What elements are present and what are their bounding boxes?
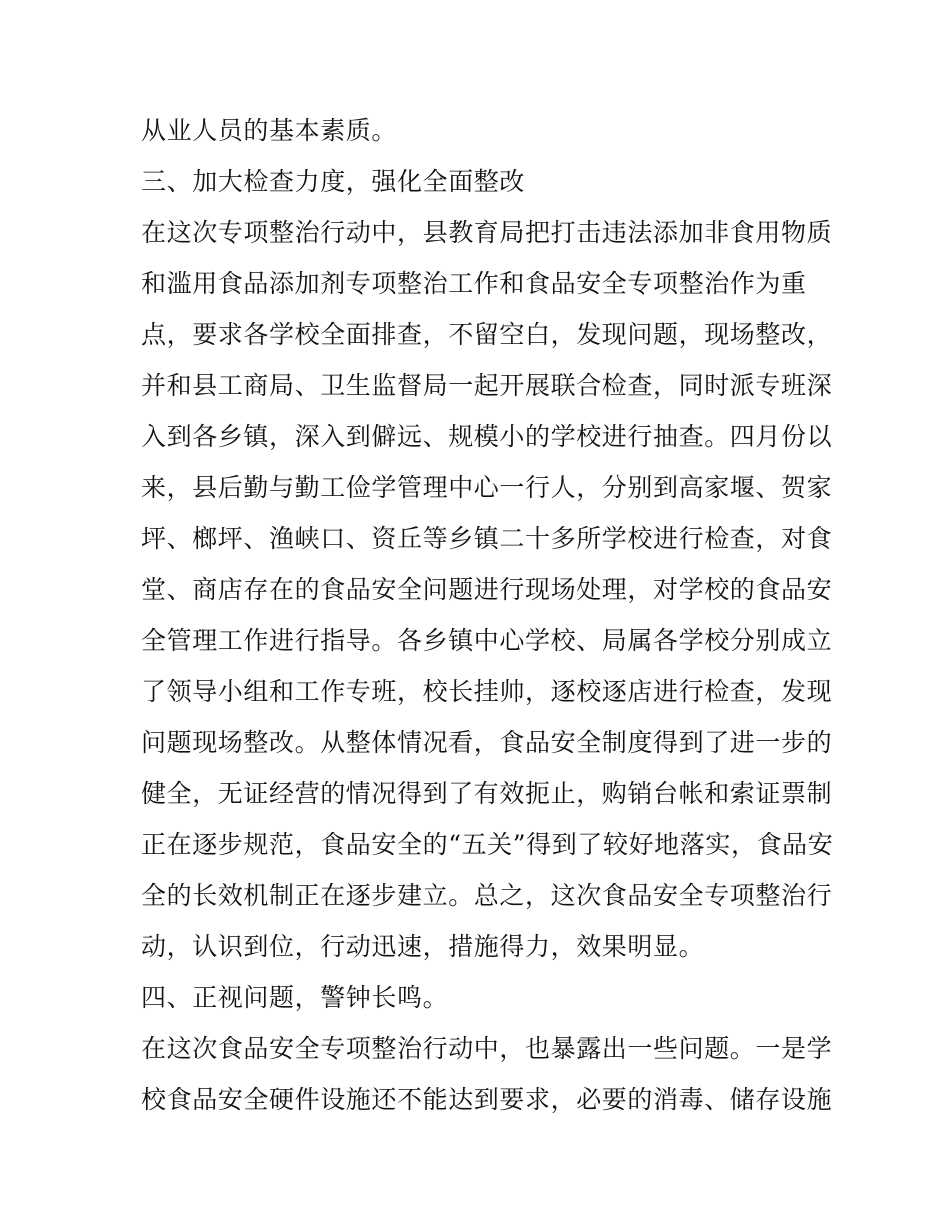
text-line: 入到各乡镇，深入到僻远、规模小的学校进行抽查。四月份以	[141, 422, 833, 451]
document-body	[141, 105, 834, 1125]
text-line: 从业人员的基本素质。	[141, 116, 398, 145]
section-heading-4: 四、正视问题，警钟长鸣。	[141, 983, 449, 1012]
text-line: 问题现场整改。从整体情况看，食品安全制度得到了进一步的	[141, 728, 833, 757]
text-line: 坪、榔坪、渔峡口、资丘等乡镇二十多所学校进行检查，对食	[141, 524, 833, 553]
text-line: 动，认识到位，行动迅速，措施得力，效果明显。	[141, 932, 705, 961]
text-line: 和滥用食品添加剂专项整治工作和食品安全专项整治作为重	[141, 269, 807, 298]
text-line: 全管理工作进行指导。各乡镇中心学校、局属各学校分别成立	[141, 626, 833, 655]
text-line: 在这次专项整治行动中，县教育局把打击违法添加非食用物质	[141, 218, 833, 247]
text-line: 堂、商店存在的食品安全问题进行现场处理，对学校的食品安	[141, 575, 833, 604]
section-heading-3: 三、加大检查力度，强化全面整改	[141, 167, 526, 196]
text-line: 全的长效机制正在逐步建立。总之，这次食品安全专项整治行	[141, 881, 833, 910]
text-line: 来，县后勤与勤工俭学管理中心一行人，分别到高家堰、贺家	[141, 473, 833, 502]
text-line: 正在逐步规范，食品安全的“五关”得到了较好地落实，食品安	[141, 830, 834, 859]
text-line: 并和县工商局、卫生监督局一起开展联合检查，同时派专班深	[141, 371, 833, 400]
text-line: 了领导小组和工作专班，校长挂帅，逐校逐店进行检查，发现	[141, 677, 833, 706]
text-line: 在这次食品安全专项整治行动中，也暴露出一些问题。一是学	[141, 1034, 833, 1063]
text-line: 校食品安全硬件设施还不能达到要求，必要的消毒、储存设施	[141, 1085, 833, 1114]
text-line: 健全，无证经营的情况得到了有效扼止，购销台帐和索证票制	[141, 779, 833, 808]
text-line: 点，要求各学校全面排查，不留空白，发现问题，现场整改，	[141, 320, 833, 349]
